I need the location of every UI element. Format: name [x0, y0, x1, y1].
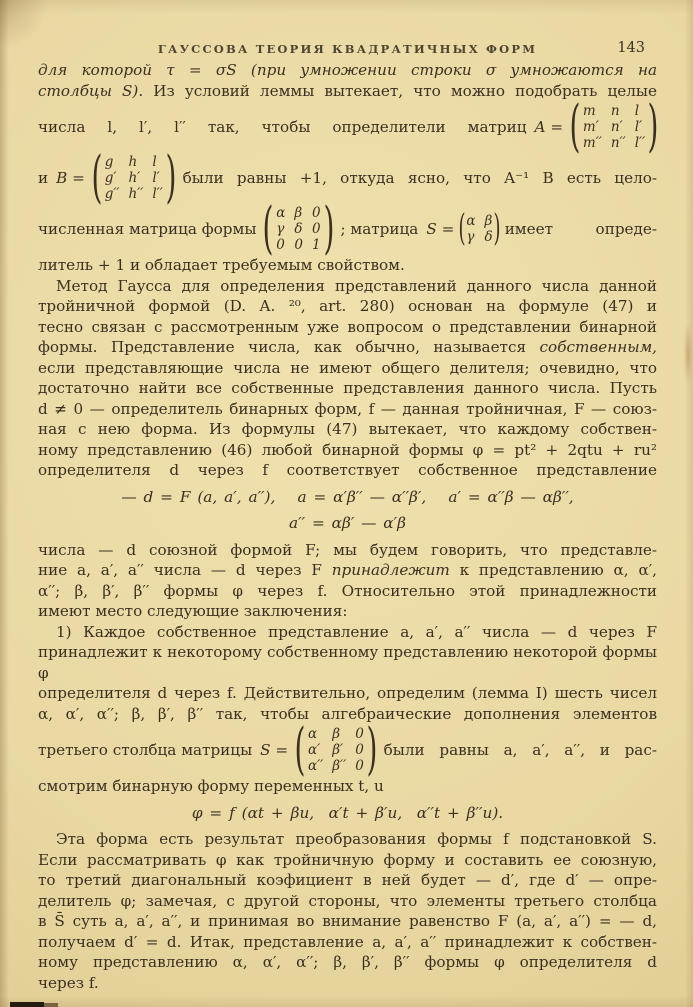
matrix-cell: β′ — [332, 742, 344, 758]
text-line: d ≠ 0 — определитель бинарных форм, f — данная тройничная, F — союз- — [38, 399, 657, 418]
matrix-cell: g′′ — [104, 186, 120, 202]
text-segment: Из условий леммы вытекает, что можно подобрать целые — [153, 81, 657, 100]
text-line: Эта форма есть результат преобразования формы f подстановкой S. — [56, 830, 657, 848]
text-segment: к представлению α, α′, — [459, 561, 657, 579]
matrix-cell: h — [128, 154, 138, 170]
text-line: определителя d через f соответствует собственное представление — [38, 461, 657, 479]
text-line: ному представлению (46) любой бинарной формы φ = pt² + 2qtu + ru² — [38, 440, 657, 459]
matrix-grid — [304, 726, 368, 774]
matrix-grid — [462, 213, 496, 245]
text-segment: ; матрица — [340, 220, 419, 238]
display-formula: — d = F (a, a′, a′′), a = α′β′′ — α′′β′, a′ = α′′β — αβ′′, — [121, 487, 574, 506]
matrix-grid — [101, 154, 167, 202]
text-line: через f. — [38, 973, 99, 992]
text-line — [38, 337, 657, 358]
text-line: тройничной формой (D. A. ²⁰, art. 280) основан на формуле (47) и — [38, 297, 657, 315]
matrix-cell: 0 — [312, 221, 321, 237]
matrix-grid — [272, 205, 324, 253]
text-line: в S̄ суть a, a′, a′′, и принимая во внимание равенство F (a, a′, a′′) = — d, — [38, 912, 657, 930]
equation-label: B = — [56, 169, 85, 187]
matrix-cell: 0 — [355, 742, 364, 758]
matrix-line-A — [38, 94, 659, 159]
text-segment: были равны +1, откуда ясно, что A⁻¹ B есть цело- — [182, 169, 657, 187]
matrix-line-B — [38, 145, 657, 210]
matrix-cell: 0 — [312, 205, 321, 221]
matrix-cell: δ — [484, 229, 493, 245]
text-segment: числа l, l′, l′′ так, чтобы определители матриц — [38, 118, 527, 136]
text-segment: численная матрица формы — [38, 220, 257, 238]
matrix-cell: β′′ — [332, 758, 347, 774]
text-line: α′′; β, β′, β′′ формы φ через f. Относительно этой принадлежности — [38, 581, 657, 600]
display-formula: φ = f (αt + βu, α′t + β′u, α′′t + β′′u). — [191, 803, 504, 822]
text-line: ная с нею форма. Из формулы (47) вытекает, что каждому собствен- — [38, 420, 657, 438]
right-paren-icon: ) — [366, 717, 378, 782]
matrix-cell: l — [634, 103, 640, 119]
matrix-cell: α′′ — [308, 758, 324, 774]
left-paren-icon: ( — [458, 208, 466, 249]
right-paren-icon: ) — [493, 208, 501, 249]
matrix-cell: l′ — [152, 170, 160, 186]
matrix-cell: α — [276, 205, 286, 221]
matrix-cell: β — [294, 205, 303, 221]
matrix-A — [569, 94, 659, 159]
matrix-cell: γ — [276, 221, 285, 237]
matrix-line-S — [38, 196, 657, 261]
matrix-cell: g — [104, 154, 114, 170]
text-line: достаточно найти все собственные представления данного числа. Пусть — [38, 379, 657, 397]
text-line: получаем d′ = d. Итак, представление a, a′, a′′ принадлежит к собствен- — [38, 932, 657, 951]
text-line: принадлежит к некоторому собственному представлению некоторой формы φ — [38, 643, 657, 682]
text-line — [38, 81, 657, 102]
text-line: имеют место следующие заключения: — [38, 602, 348, 620]
matrix-cell: n — [610, 103, 620, 119]
left-paren-icon: ( — [569, 94, 581, 159]
matrix-cell: β — [332, 726, 341, 742]
matrix-cell: l′ — [634, 119, 643, 135]
matrix-cell: l′′ — [152, 186, 163, 202]
matrix-cell: m — [582, 103, 596, 119]
text-line: то третий диагональный коэфициент в ней будет — d′, где d′ — опре- — [38, 871, 657, 889]
text-segment: принадлежит — [331, 561, 450, 579]
left-paren-icon: ( — [262, 196, 274, 261]
matrix-form — [262, 196, 335, 261]
scan-artifact-bar — [10, 1002, 44, 1007]
text-line — [38, 560, 657, 581]
matrix-cell: α′ — [308, 742, 321, 758]
text-line: Если рассматривать φ как тройничную форму и составить ее союзную, — [38, 850, 657, 869]
text-segment: собственным, — [539, 338, 657, 356]
matrix-cell: m′ — [582, 119, 599, 135]
display-formula: a′′ = αβ′ — α′β — [289, 514, 406, 532]
matrix-cell: δ — [294, 221, 303, 237]
text-segment: имеет опреде- — [504, 220, 657, 238]
matrix-cell: n′′ — [610, 135, 626, 151]
text-line: для которой τ = σS (при умножении строки σ умножаются на — [38, 61, 657, 79]
matrix-cell: β — [484, 213, 493, 229]
text-line: Метод Гаусса для определения представлений данного числа данной — [56, 276, 657, 295]
text-line: числа — d союзной формой F; мы будем говорить, что представле- — [38, 540, 657, 559]
text-line: α, α′, α′′; β, β′, β′′ так, чтобы алгебраические дополнения элементов — [38, 704, 657, 723]
text-segment: ние a, a′, a′′ числа — d через F — [38, 561, 322, 579]
matrix-line-S3 — [38, 717, 657, 782]
left-paren-icon: ( — [91, 145, 103, 210]
matrix-cell: α — [466, 213, 476, 229]
matrix-cell: 0 — [294, 237, 304, 253]
equation-label: S = — [260, 741, 289, 759]
text-segment: и — [38, 169, 49, 187]
matrix-cell: h′′ — [128, 186, 144, 202]
text-column — [38, 40, 657, 993]
text-line: определителя d через f. Действительно, определим (лемма I) шесть чисел — [38, 684, 657, 702]
matrix-cell: γ — [466, 229, 475, 245]
text-line: делитель φ; замечая, с другой стороны, что элементы третьего столбца — [38, 891, 657, 910]
matrix-S — [458, 208, 501, 249]
scan-stain — [684, 322, 692, 386]
matrix-cell: l′′ — [634, 135, 646, 151]
matrix-S3 — [294, 717, 378, 782]
text-line: ному представлению α, α′, α′′; β, β′, β′′ формы φ определителя d — [38, 953, 657, 971]
left-paren-icon: ( — [294, 717, 306, 782]
matrix-B — [91, 145, 177, 210]
text-line: смотрим бинарную форму переменных t, u — [38, 777, 384, 795]
right-paren-icon: ) — [323, 196, 335, 261]
text-segment: столбцы S). — [38, 81, 144, 100]
matrix-cell: n′ — [610, 119, 623, 135]
equation-label: A = — [534, 118, 564, 136]
page-number: 143 — [617, 40, 645, 56]
equation-label: S = — [426, 220, 455, 238]
right-paren-icon: ) — [647, 94, 659, 159]
matrix-cell: 0 — [276, 237, 285, 253]
matrix-cell: 0 — [355, 758, 364, 774]
matrix-grid — [579, 103, 649, 151]
matrix-cell: g′ — [104, 170, 117, 186]
running-title: ГАУССОВА ТЕОРИЯ КВАДРАТИЧНЫХ ФОРМ — [157, 42, 538, 56]
text-line: тесно связан с рассмотренным уже вопросом о представлении бинарной — [38, 317, 657, 336]
text-line: литель + 1 и обладает требуемым свойством. — [38, 256, 405, 274]
matrix-cell: 1 — [312, 237, 321, 253]
text-line: 1) Каждое собственное представление a, a′, a′′ числа — d через F — [56, 622, 657, 641]
text-segment: были равны a, a′, a′′, и рас- — [383, 741, 657, 759]
matrix-cell: α — [308, 726, 318, 742]
matrix-cell: 0 — [355, 726, 364, 742]
text-segment: формы. Представление числа, как обычно, называется — [38, 338, 527, 356]
matrix-cell: m′′ — [582, 135, 602, 151]
matrix-cell: l — [152, 154, 157, 170]
scan-artifact-bar-tail — [44, 1003, 58, 1007]
right-paren-icon: ) — [165, 145, 177, 210]
page-header — [38, 40, 657, 56]
text-line: если представляющие числа не имеют общего делителя; очевидно, что — [38, 358, 657, 377]
matrix-cell: h′ — [128, 170, 141, 186]
text-segment: третьего столбца матрицы — [38, 741, 253, 759]
